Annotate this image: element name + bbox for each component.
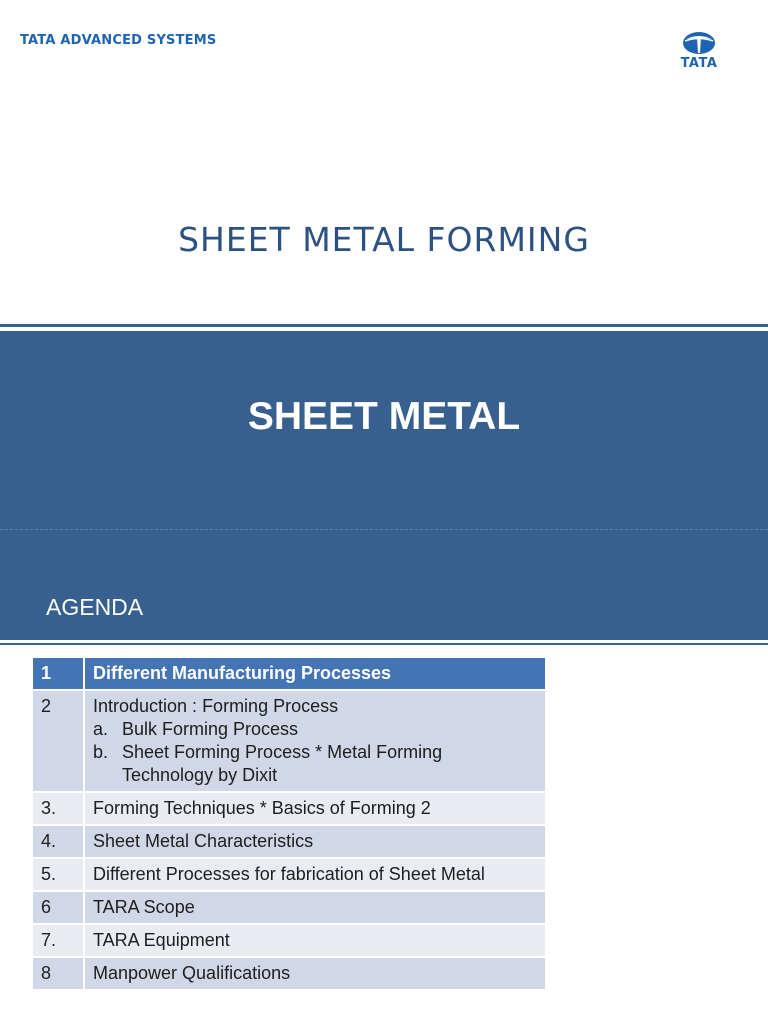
panel-top-rule <box>0 324 768 327</box>
row-number: 7. <box>33 925 85 958</box>
row-text: Manpower Qualifications <box>85 958 545 991</box>
sub-item <box>93 718 537 741</box>
row-number: 6 <box>33 892 85 925</box>
document-title: SHEET METAL FORMING <box>178 220 590 259</box>
table-row <box>33 925 545 958</box>
table-row <box>33 793 545 826</box>
brand-name <box>20 33 216 48</box>
table-row <box>33 859 545 892</box>
brand-suffix: ADVANCED SYSTEMS <box>55 33 217 48</box>
row-number: 1 <box>33 658 85 691</box>
sub-text: Bulk Forming Process <box>122 719 299 739</box>
sub-text: Sheet Forming Process * Metal Forming Technology by Dixit <box>122 742 443 785</box>
brand-prefix: TATA <box>20 33 56 48</box>
table-row <box>33 958 545 991</box>
row-text: Forming Techniques * Basics of Forming 2 <box>85 793 545 826</box>
table-row <box>33 658 545 691</box>
row-number: 4. <box>33 826 85 859</box>
section-title: SHEET METAL <box>247 395 521 438</box>
table-row <box>33 892 545 925</box>
row-text: Different Processes for fabrication of Sheet Metal <box>85 859 545 892</box>
logo-text: TATA <box>680 56 718 71</box>
panel-divider <box>0 529 768 530</box>
sub-marker: a. <box>93 719 109 739</box>
row-text: Sheet Metal Characteristics <box>85 826 545 859</box>
tata-logo-icon <box>682 31 716 55</box>
row-number: 3. <box>33 793 85 826</box>
agenda-heading: AGENDA <box>46 594 144 620</box>
sub-item <box>93 741 537 787</box>
tata-logo <box>675 31 723 75</box>
sub-list <box>93 718 537 787</box>
table-row <box>33 691 545 793</box>
row-text: Different Manufacturing Processes <box>85 658 545 691</box>
row-text-group <box>85 691 545 793</box>
agenda-table <box>33 658 545 991</box>
row-number: 2 <box>33 691 85 793</box>
panel-bottom-rule <box>0 643 768 645</box>
section-panel <box>0 331 768 640</box>
sub-marker: b. <box>93 742 109 762</box>
row-number: 5. <box>33 859 85 892</box>
row-text: TARA Scope <box>85 892 545 925</box>
table-row <box>33 826 545 859</box>
row-number: 8 <box>33 958 85 991</box>
row-text: TARA Equipment <box>85 925 545 958</box>
row-text: Introduction : Forming Process <box>93 696 339 716</box>
